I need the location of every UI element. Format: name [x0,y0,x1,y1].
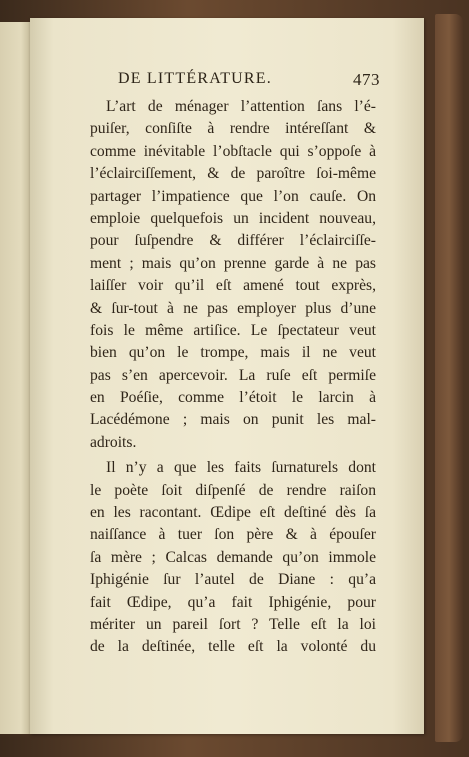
body-text [90,96,376,659]
book-cover-edge [435,14,463,742]
text-line: pour ſuſpendre & différer l’éclairciſſe- [90,232,376,250]
text-line: de la deſtinée, telle eſt la volonté du [90,638,376,656]
text-line: le poète ſoit diſpenſé de rendre raiſon [90,481,376,499]
text-line: emploie quelquefois un incident nouveau, [90,209,376,227]
text-line: naiſſance à tuer ſon père & à épouſer [90,526,376,544]
text-line: partager l’impatience que l’on cauſe. On [90,187,376,205]
facing-page-edge [0,22,31,734]
text-line: en les racontant. Œdipe eſt deſtiné dès ſa [90,504,376,522]
text-line: mériter un pareil ſort ? Telle eſt la loi [90,615,376,633]
text-line: & ſur-tout à ne pas employer plus d’une [90,299,376,317]
text-line: puiſer, conſiſte à rendre intéreſſant & [90,120,376,138]
text-line: Lacédémone ; mais on punit les mal- [90,411,376,429]
text-line: fait Œdipe, qu’a fait Iphigénie, pour [90,593,376,611]
text-line: bien qu’on le trompe, mais il ne veut [90,344,376,362]
text-line: L’art de ménager l’attention ſans l’é- [106,98,376,115]
text-line: ſa mère ; Calcas demande qu’on immole [90,548,376,566]
text-line: laiſſer voir qu’il eſt amené tout exprès, [90,277,376,295]
text-line: pas s’en apercevoir. La ruſe eſt permiſe [90,366,376,384]
text-line: l’éclairciſſement, & de paroître ſoi-même [90,165,376,183]
text-line: ment ; mais qu’on prenne garde à ne pas [90,254,376,272]
running-title: DE LITTÉRATURE. [118,70,272,87]
page-number: 473 [353,70,380,89]
text-line: Iphigénie ſur l’autel de Diane : qu’a [90,571,376,589]
book-page [30,18,424,734]
text-line: fois le même artiſice. Le ſpectateur veut [90,321,376,339]
text-line: adroits. [90,433,137,451]
text-line: en Poéſie, comme l’étoit le larcin à [90,389,376,407]
text-line: Il n’y a que les faits ſurnaturels dont [106,459,376,477]
text-line: comme inévitable l’obſtacle qui s’oppoſe à [90,142,376,160]
